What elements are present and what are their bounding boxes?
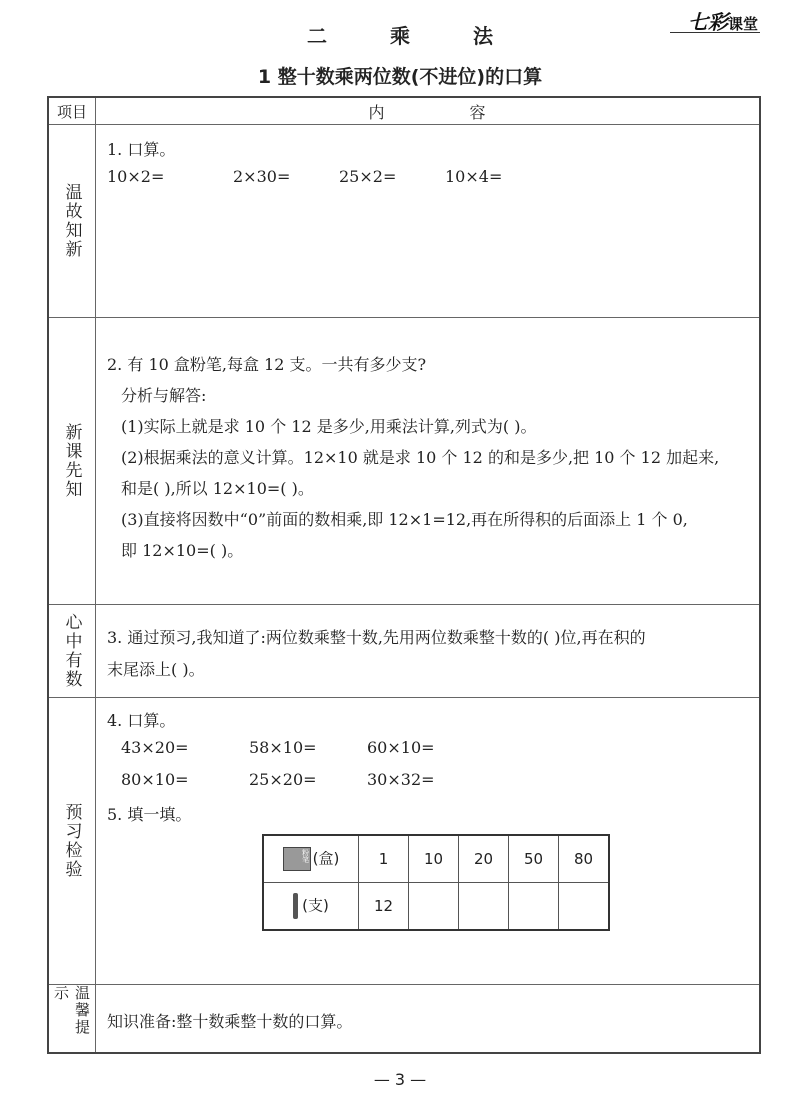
table-cell: 20 <box>459 835 509 883</box>
tip-label: 温馨提示 <box>52 985 91 1036</box>
chapter-title: 二 乘 法 <box>307 24 521 48</box>
box-unit-label: (盒) <box>312 849 340 868</box>
step-3b: 即 12×10=( )。 <box>121 541 244 560</box>
new-lesson-label: 新课先知 <box>61 423 82 499</box>
step-1: (1)实际上就是求 10 个 12 是多少,用乘法计算,列式为( )。 <box>121 417 537 436</box>
step-2b: 和是( ),所以 12×10=( )。 <box>121 479 314 498</box>
q4-title: 4. 口算。 <box>107 711 176 730</box>
header-item: 项目 <box>49 98 96 124</box>
answer-cell[interactable] <box>459 883 509 931</box>
equation: 60×10= <box>367 738 435 757</box>
table-cell: 80 <box>559 835 610 883</box>
equation: 80×10= <box>121 770 189 789</box>
q3-line-a: 3. 通过预习,我知道了:两位数乘整十数,先用两位数乘整十数的( )位,再在积的 <box>107 628 646 647</box>
table-header-row <box>49 98 759 125</box>
insight-row <box>49 605 759 698</box>
tip-row <box>49 985 759 1052</box>
page-number: — 3 — <box>373 1070 427 1089</box>
equation: 25×20= <box>249 770 317 789</box>
worksheet-table <box>47 96 761 1054</box>
q2-title: 2. 有 10 盒粉笔,每盒 12 支。一共有多少支? <box>107 355 427 374</box>
answer-cell[interactable] <box>559 883 610 931</box>
new-lesson-row <box>49 318 759 605</box>
analysis-label: 分析与解答: <box>121 386 207 405</box>
step-3a: (3)直接将因数中“0”前面的数相乘,即 12×1=12,再在所得积的后面添上 1 个 0, <box>121 510 688 529</box>
chalk-box-icon: 粉笔 <box>283 847 311 871</box>
fill-table <box>262 834 610 931</box>
table-cell: 12 <box>359 883 409 931</box>
answer-cell[interactable] <box>509 883 559 931</box>
chalk-stick-icon <box>293 893 298 919</box>
review-row <box>49 125 759 318</box>
review-label: 温故知新 <box>61 183 82 259</box>
equation: 2×30= <box>233 167 291 186</box>
section-title: 1 整十数乘两位数(不进位)的口算 <box>257 66 543 88</box>
equation: 10×4= <box>445 167 503 186</box>
header-content: 内 容 <box>368 102 526 122</box>
table-cell: 1 <box>359 835 409 883</box>
equation: 43×20= <box>121 738 189 757</box>
insight-label: 心中有数 <box>61 613 82 689</box>
equation: 30×32= <box>367 770 435 789</box>
tip-text: 知识准备:整十数乘整十数的口算。 <box>107 1012 353 1031</box>
box-header-cell <box>263 835 359 883</box>
q3-line-b: 末尾添上( )。 <box>107 660 205 679</box>
table-cell: 10 <box>409 835 459 883</box>
fill-row-sticks <box>263 883 609 931</box>
preview-label: 预习检验 <box>61 803 82 879</box>
preview-row <box>49 698 759 985</box>
fill-row-boxes <box>263 835 609 883</box>
q5-title: 5. 填一填。 <box>107 805 192 824</box>
equation: 10×2= <box>107 167 165 186</box>
table-cell: 50 <box>509 835 559 883</box>
stick-header-cell <box>263 883 359 931</box>
brand-logo: 七彩课堂 <box>687 10 758 34</box>
answer-cell[interactable] <box>409 883 459 931</box>
stick-unit-label: (支) <box>302 896 329 915</box>
q1-title: 1. 口算。 <box>107 140 176 159</box>
step-2a: (2)根据乘法的意义计算。12×10 就是求 10 个 12 的和是多少,把 10 个 12 加起来, <box>121 448 720 467</box>
equation: 58×10= <box>249 738 317 757</box>
equation: 25×2= <box>339 167 397 186</box>
